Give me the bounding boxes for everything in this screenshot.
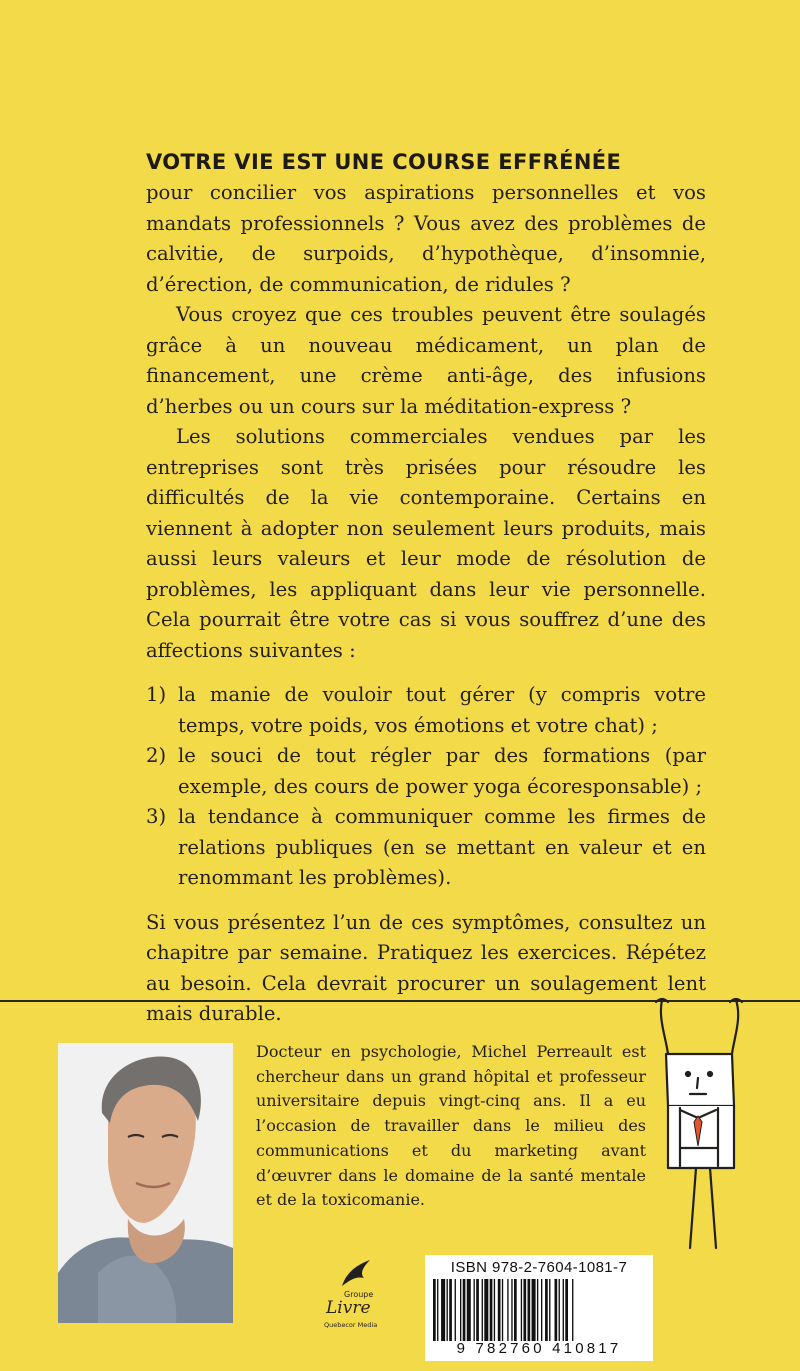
- barcode-bar: [521, 1279, 522, 1341]
- barcode-bar: [498, 1279, 501, 1341]
- list-item: [146, 741, 706, 802]
- author-photo: [58, 1043, 233, 1323]
- publisher-logo: [318, 1258, 378, 1328]
- barcode-bar: [433, 1279, 436, 1341]
- barcode-bar: [460, 1279, 461, 1341]
- barcode-bar: [437, 1279, 438, 1341]
- bird-icon: [340, 1258, 374, 1290]
- list-text: le souci de tout régler par des formations (par exemple, des cours de power yoga écoresponsable) ;: [178, 744, 706, 798]
- barcode-bar: [441, 1279, 445, 1341]
- list-text: la tendance à communiquer comme les firmes de relations publiques (en se mettant en valeur et en renommant les problèmes).: [178, 805, 706, 889]
- barcode-bar: [555, 1279, 558, 1341]
- barcode-bar: [507, 1279, 508, 1341]
- barcode-bar: [563, 1279, 564, 1341]
- barcode-bar: [502, 1279, 503, 1341]
- publisher-groupe: Groupe: [344, 1290, 374, 1299]
- barcode-bar: [523, 1279, 526, 1341]
- author-bio: Docteur en psychologie, Michel Perreault est chercheur dans un grand hôpital et professeur universitaire depuis vingt-cinq ans. Il a eu l’occasion de travailler dans le milieu des communications et du marketing avant d’œuvrer dans le domaine de la santé mentale et de la toxicomanie.: [256, 1042, 646, 1210]
- isbn-label: ISBN 978-2-7604-1081-7: [450, 1259, 628, 1276]
- barcode-bar: [447, 1279, 448, 1341]
- barcode-bar: [572, 1279, 573, 1341]
- barcode-bar: [476, 1279, 479, 1341]
- list-number: 2): [146, 744, 167, 767]
- barcode-bar: [467, 1279, 471, 1341]
- list-text: la manie de vouloir tout gérer (y compris votre temps, votre poids, vos émotions et votre chat) ;: [178, 683, 706, 737]
- list-item: [146, 802, 706, 894]
- barcode-bar: [490, 1279, 493, 1341]
- symptom-list: [146, 680, 706, 894]
- barcode-bar: [541, 1279, 542, 1341]
- list-number: 1): [146, 683, 167, 706]
- barcode-box: [425, 1255, 653, 1361]
- publisher-livre: Livre: [326, 1298, 371, 1318]
- paragraph-2: Vous croyez que ces troubles peuvent être soulagés grâce à un nouveau médicament, un plan de financement, une crème anti-âge, des infusions d’herbes ou un cours sur la méditation-express ?: [146, 303, 706, 418]
- barcode-bar: [537, 1279, 538, 1341]
- paragraph-4: Si vous présentez l’un de ces symptômes, consultez un chapitre par semaine. Pratiquez les exercices. Répétez au besoin. Cela devrait procurer un soulagement lent mais durable.: [146, 910, 706, 1025]
- cover-heading: VOTRE VIE EST UNE COURSE EFFRÉNÉE: [146, 150, 622, 174]
- barcode-bar: [482, 1279, 483, 1341]
- barcode-bar: [463, 1279, 466, 1341]
- barcode-bar: [484, 1279, 488, 1341]
- barcode-bar: [549, 1279, 550, 1341]
- hanging-man-illustration: [640, 988, 760, 1288]
- paragraph-1: pour concilier vos aspirations personnelles et vos mandats professionnels ? Vous avez des problèmes de calvitie, de surpoids, d’hypothèque, d’insomnie, d’érection, de communication, de ridules ?: [146, 181, 706, 296]
- barcode-bar: [532, 1279, 536, 1341]
- cover-text: [146, 178, 706, 1030]
- barcode-bar: [528, 1279, 531, 1341]
- barcode-digits: 9 782760 410817: [456, 1340, 622, 1357]
- barcode-bar: [565, 1279, 568, 1341]
- list-number: 3): [146, 805, 167, 828]
- barcode-bar: [494, 1279, 495, 1341]
- publisher-media: Quebecor Media: [324, 1321, 378, 1329]
- paragraph-3: Les solutions commerciales vendues par les entreprises sont très prisées pour résoudre les difficultés de la vie contemporaine. Certains en viennent à adopter non seulement leurs produits, mais aussi leurs valeurs et leur mode de résolution de problèmes, les appliquant dans leur vie personnelle. Cela pourrait être votre cas si vous souffrez d’une des affections suivantes :: [146, 425, 706, 662]
- barcode-bar: [474, 1279, 475, 1341]
- barcode-bar: [455, 1279, 456, 1341]
- barcode-bar: [511, 1279, 512, 1341]
- barcode: [433, 1279, 645, 1341]
- barcode-bar: [559, 1279, 560, 1341]
- list-item: [146, 680, 706, 741]
- barcode-bar: [514, 1279, 517, 1341]
- barcode-bar: [545, 1279, 548, 1341]
- barcode-bar: [449, 1279, 452, 1341]
